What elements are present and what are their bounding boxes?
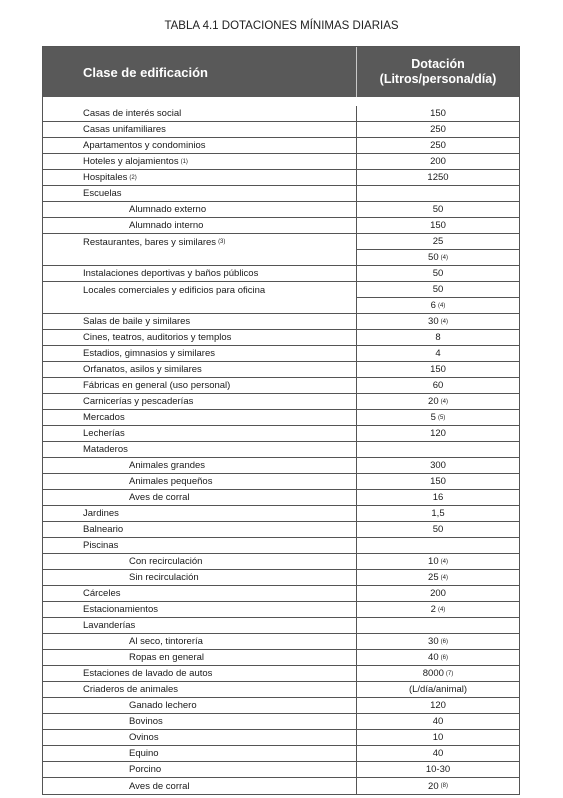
row-dotacion [357, 314, 519, 330]
table-row [43, 714, 519, 730]
table-row [43, 154, 519, 170]
row-edificacion-text: Alumnado externo [129, 204, 207, 215]
row-edificacion [43, 634, 357, 650]
row-dotacion-value: 120 [430, 700, 446, 711]
table-row [43, 186, 519, 202]
row-dotacion [357, 122, 519, 138]
table-row [43, 634, 519, 650]
row-edificacion [43, 202, 357, 218]
row-edificacion-text: Locales comerciales y edificios para oficina [83, 284, 266, 296]
table-row [43, 490, 519, 506]
row-dotacion-value: 120 [430, 428, 446, 439]
row-edificacion-text: Equino [129, 748, 159, 759]
footnote-ref: (6) [440, 654, 448, 661]
table-row [43, 250, 519, 266]
row-edificacion-text: Cárceles [83, 588, 121, 599]
row-edificacion-text: Instalaciones deportivas y baños públicos [83, 268, 259, 279]
row-edificacion [43, 138, 357, 154]
row-edificacion-text: Aves de corral [129, 780, 190, 792]
row-edificacion-text: Apartamentos y condominios [83, 140, 206, 151]
table-row [43, 682, 519, 698]
table-row [43, 106, 519, 122]
row-dotacion [357, 394, 519, 410]
row-dotacion [357, 330, 519, 346]
row-dotacion-value: 250 [430, 124, 446, 135]
row-dotacion-value: 50 [432, 524, 444, 535]
row-dotacion-value: 2 [430, 604, 436, 615]
row-dotacion-value: 40 [432, 716, 444, 727]
footnote-ref: (4) [440, 574, 448, 581]
row-edificacion [43, 570, 357, 586]
table-row [43, 602, 519, 618]
row-edificacion [43, 250, 357, 266]
row-edificacion [43, 218, 357, 234]
row-edificacion [43, 650, 357, 666]
row-dotacion-value: 20 [428, 396, 439, 407]
row-edificacion [43, 410, 357, 426]
row-edificacion [43, 666, 357, 682]
row-edificacion [43, 586, 357, 602]
table-row [43, 506, 519, 522]
row-edificacion-text: Estacionamientos [83, 604, 158, 615]
row-dotacion [357, 618, 519, 634]
row-dotacion [357, 778, 519, 794]
table-row [43, 586, 519, 602]
row-edificacion-text: Lavanderías [83, 620, 136, 631]
row-dotacion-value: 200 [430, 588, 446, 599]
row-edificacion [43, 762, 357, 778]
row-edificacion-text: Aves de corral [129, 492, 190, 503]
footnote-ref: (7) [445, 670, 454, 677]
table-body [43, 97, 519, 794]
footnote-ref: (2) [129, 174, 137, 181]
row-edificacion [43, 602, 357, 618]
row-edificacion [43, 346, 357, 362]
row-dotacion-value: 4 [435, 348, 441, 359]
row-dotacion [357, 698, 519, 714]
row-edificacion [43, 538, 357, 554]
row-dotacion [357, 266, 519, 282]
footnote-ref: (4) [437, 302, 446, 309]
row-dotacion [357, 762, 519, 778]
row-dotacion-value: 30 [428, 636, 439, 647]
row-edificacion-text: Piscinas [83, 540, 119, 551]
row-edificacion-text: Al seco, tintorería [129, 636, 203, 647]
row-dotacion [357, 362, 519, 378]
dotaciones-table [42, 46, 520, 795]
row-dotacion-value: 25 [428, 572, 439, 583]
table-row [43, 282, 519, 298]
table-row [43, 362, 519, 378]
table-row [43, 138, 519, 154]
row-edificacion-text: Ganado lechero [129, 700, 197, 711]
row-dotacion-value: 150 [430, 476, 446, 487]
row-dotacion-value: 6 [430, 300, 436, 311]
row-dotacion-value: 1,5 [431, 508, 445, 519]
row-edificacion-text: Mercados [83, 412, 125, 423]
row-edificacion [43, 122, 357, 138]
row-dotacion [357, 442, 519, 458]
header-dotacion-unit: (Litros/persona/día) [379, 72, 497, 86]
row-edificacion [43, 682, 357, 698]
row-edificacion [43, 314, 357, 330]
table-row [43, 170, 519, 186]
table-row [43, 570, 519, 586]
row-dotacion [357, 474, 519, 490]
row-edificacion [43, 554, 357, 570]
row-dotacion-value: (L/día/animal) [408, 684, 468, 695]
table-row [43, 218, 519, 234]
row-dotacion [357, 202, 519, 218]
row-edificacion-text: Orfanatos, asilos y similares [83, 364, 202, 375]
row-edificacion-text: Jardines [83, 508, 119, 519]
row-dotacion [357, 506, 519, 522]
table-row [43, 234, 519, 250]
row-edificacion [43, 170, 357, 186]
table-row [43, 426, 519, 442]
row-edificacion [43, 106, 357, 122]
table-row [43, 122, 519, 138]
row-edificacion-text: Casas de interés social [83, 108, 182, 119]
row-dotacion-value: 30 [428, 316, 439, 327]
row-edificacion [43, 458, 357, 474]
row-dotacion [357, 346, 519, 362]
row-dotacion-value: 150 [430, 220, 446, 231]
row-dotacion [357, 570, 519, 586]
footnote-ref: (8) [440, 783, 448, 789]
row-edificacion [43, 298, 357, 314]
row-edificacion [43, 394, 357, 410]
row-dotacion-value: 50 [428, 252, 439, 263]
row-dotacion-value: 1250 [427, 172, 449, 183]
table-row [43, 522, 519, 538]
row-dotacion [357, 410, 519, 426]
table-row [43, 698, 519, 714]
row-dotacion [357, 298, 519, 314]
table-row [43, 458, 519, 474]
row-edificacion-text: Porcino [129, 764, 162, 775]
footnote-ref: (4) [440, 398, 448, 405]
row-edificacion [43, 234, 357, 250]
row-edificacion-text: Animales pequeños [129, 476, 213, 487]
row-dotacion-value: 150 [430, 108, 446, 119]
row-edificacion [43, 266, 357, 282]
row-dotacion [357, 490, 519, 506]
row-edificacion [43, 442, 357, 458]
row-edificacion-text: Criaderos de animales [83, 684, 179, 695]
row-dotacion [357, 602, 519, 618]
row-dotacion-value: 10 [428, 556, 439, 567]
row-dotacion-value: 8 [435, 332, 441, 343]
row-edificacion-text: Hoteles y alojamientos [83, 156, 179, 167]
row-dotacion [357, 522, 519, 538]
row-dotacion [357, 538, 519, 554]
row-dotacion-value: 60 [432, 380, 444, 391]
table-header [43, 47, 519, 97]
table-row [43, 474, 519, 490]
row-dotacion-value: 200 [430, 156, 446, 167]
row-edificacion [43, 474, 357, 490]
row-edificacion-text: Carnicerías y pescaderías [83, 396, 194, 407]
table-row [43, 330, 519, 346]
table-row [43, 666, 519, 682]
footnote-ref: (5) [437, 414, 446, 421]
row-dotacion-value: 300 [430, 460, 446, 471]
row-edificacion-text: Ropas en general [129, 652, 204, 663]
row-edificacion-text: Fábricas en general (uso personal) [83, 380, 231, 391]
header-dotacion-label: Dotación [411, 57, 465, 71]
row-edificacion [43, 490, 357, 506]
footnote-ref: (6) [440, 638, 448, 645]
row-edificacion [43, 730, 357, 746]
row-dotacion-value: 10 [432, 732, 444, 743]
footnote-ref: (4) [440, 254, 448, 261]
row-dotacion [357, 554, 519, 570]
row-edificacion [43, 506, 357, 522]
row-dotacion [357, 426, 519, 442]
row-edificacion-text: Ovinos [129, 732, 159, 743]
row-edificacion [43, 746, 357, 762]
row-edificacion [43, 186, 357, 202]
row-dotacion [357, 650, 519, 666]
row-edificacion-text: Con recirculación [129, 556, 203, 567]
row-dotacion [357, 154, 519, 170]
row-dotacion-value: 25 [432, 236, 444, 247]
row-edificacion-text: Restaurantes, bares y similares [83, 236, 217, 248]
row-edificacion [43, 154, 357, 170]
row-dotacion-value: 40 [432, 748, 444, 759]
table-row [43, 314, 519, 330]
row-dotacion [357, 186, 519, 202]
row-edificacion-text: Hospitales [83, 172, 128, 183]
row-edificacion-text: Animales grandes [129, 460, 206, 471]
row-edificacion-text: Mataderos [83, 444, 128, 455]
table-row [43, 778, 519, 794]
footnote-ref: (3) [218, 239, 226, 245]
row-edificacion [43, 698, 357, 714]
table-row [43, 394, 519, 410]
row-dotacion [357, 282, 519, 298]
row-dotacion [357, 170, 519, 186]
row-dotacion-value: 50 [432, 284, 444, 295]
row-edificacion [43, 618, 357, 634]
table-row [43, 554, 519, 570]
header-dotacion [357, 47, 519, 97]
table-row [43, 730, 519, 746]
row-dotacion-value: 250 [430, 140, 446, 151]
row-edificacion-text: Estaciones de lavado de autos [83, 668, 213, 679]
row-edificacion-text: Casas unifamiliares [83, 124, 166, 135]
row-edificacion [43, 426, 357, 442]
row-edificacion [43, 378, 357, 394]
row-dotacion-value: 50 [432, 204, 444, 215]
row-dotacion [357, 106, 519, 122]
table-row [43, 442, 519, 458]
table-row [43, 618, 519, 634]
footnote-ref: (4) [440, 558, 448, 565]
row-dotacion [357, 234, 519, 250]
table-title: TABLA 4.1 DOTACIONES MÍNIMAS DIARIAS [164, 20, 399, 32]
row-edificacion-text: Cines, teatros, auditorios y templos [83, 332, 232, 343]
table-row [43, 202, 519, 218]
row-dotacion [357, 458, 519, 474]
row-dotacion-value: 16 [432, 492, 444, 503]
table-row [43, 746, 519, 762]
row-dotacion-value: 150 [430, 364, 446, 375]
row-dotacion-value: 10-30 [425, 764, 451, 775]
row-dotacion [357, 730, 519, 746]
table-row [43, 378, 519, 394]
row-dotacion-value: 40 [428, 652, 439, 663]
row-dotacion [357, 666, 519, 682]
row-dotacion-value: 50 [432, 268, 444, 279]
header-clase-edificacion: Clase de edificación [43, 47, 357, 97]
row-dotacion [357, 586, 519, 602]
row-edificacion [43, 362, 357, 378]
row-edificacion-text: Salas de baile y similares [83, 316, 191, 327]
row-edificacion-text: Escuelas [83, 188, 122, 199]
table-row [43, 410, 519, 426]
table-row [43, 266, 519, 282]
row-edificacion [43, 282, 357, 298]
table-row [43, 762, 519, 778]
row-edificacion [43, 522, 357, 538]
row-dotacion [357, 634, 519, 650]
row-edificacion-text: Alumnado interno [129, 220, 204, 231]
row-dotacion [357, 250, 519, 266]
row-dotacion [357, 138, 519, 154]
row-dotacion-value: 8000 [422, 668, 444, 679]
row-dotacion [357, 378, 519, 394]
row-edificacion-text: Lecherías [83, 428, 125, 439]
table-row [43, 538, 519, 554]
row-dotacion [357, 714, 519, 730]
table-row [43, 298, 519, 314]
row-edificacion-text: Sin recirculación [129, 572, 199, 583]
row-dotacion [357, 218, 519, 234]
row-dotacion-value: 5 [430, 412, 436, 423]
table-row [43, 346, 519, 362]
row-dotacion [357, 746, 519, 762]
row-edificacion-text: Estadios, gimnasios y similares [83, 348, 215, 359]
row-dotacion [357, 682, 519, 698]
row-edificacion-text: Bovinos [129, 716, 163, 727]
row-edificacion [43, 778, 357, 794]
row-edificacion [43, 714, 357, 730]
table-row [43, 650, 519, 666]
row-dotacion-value: 20 [428, 780, 439, 792]
footnote-ref: (4) [437, 606, 446, 613]
footnote-ref: (4) [440, 318, 448, 325]
row-edificacion [43, 330, 357, 346]
row-edificacion-text: Balneario [83, 524, 124, 535]
footnote-ref: (1) [180, 158, 188, 165]
